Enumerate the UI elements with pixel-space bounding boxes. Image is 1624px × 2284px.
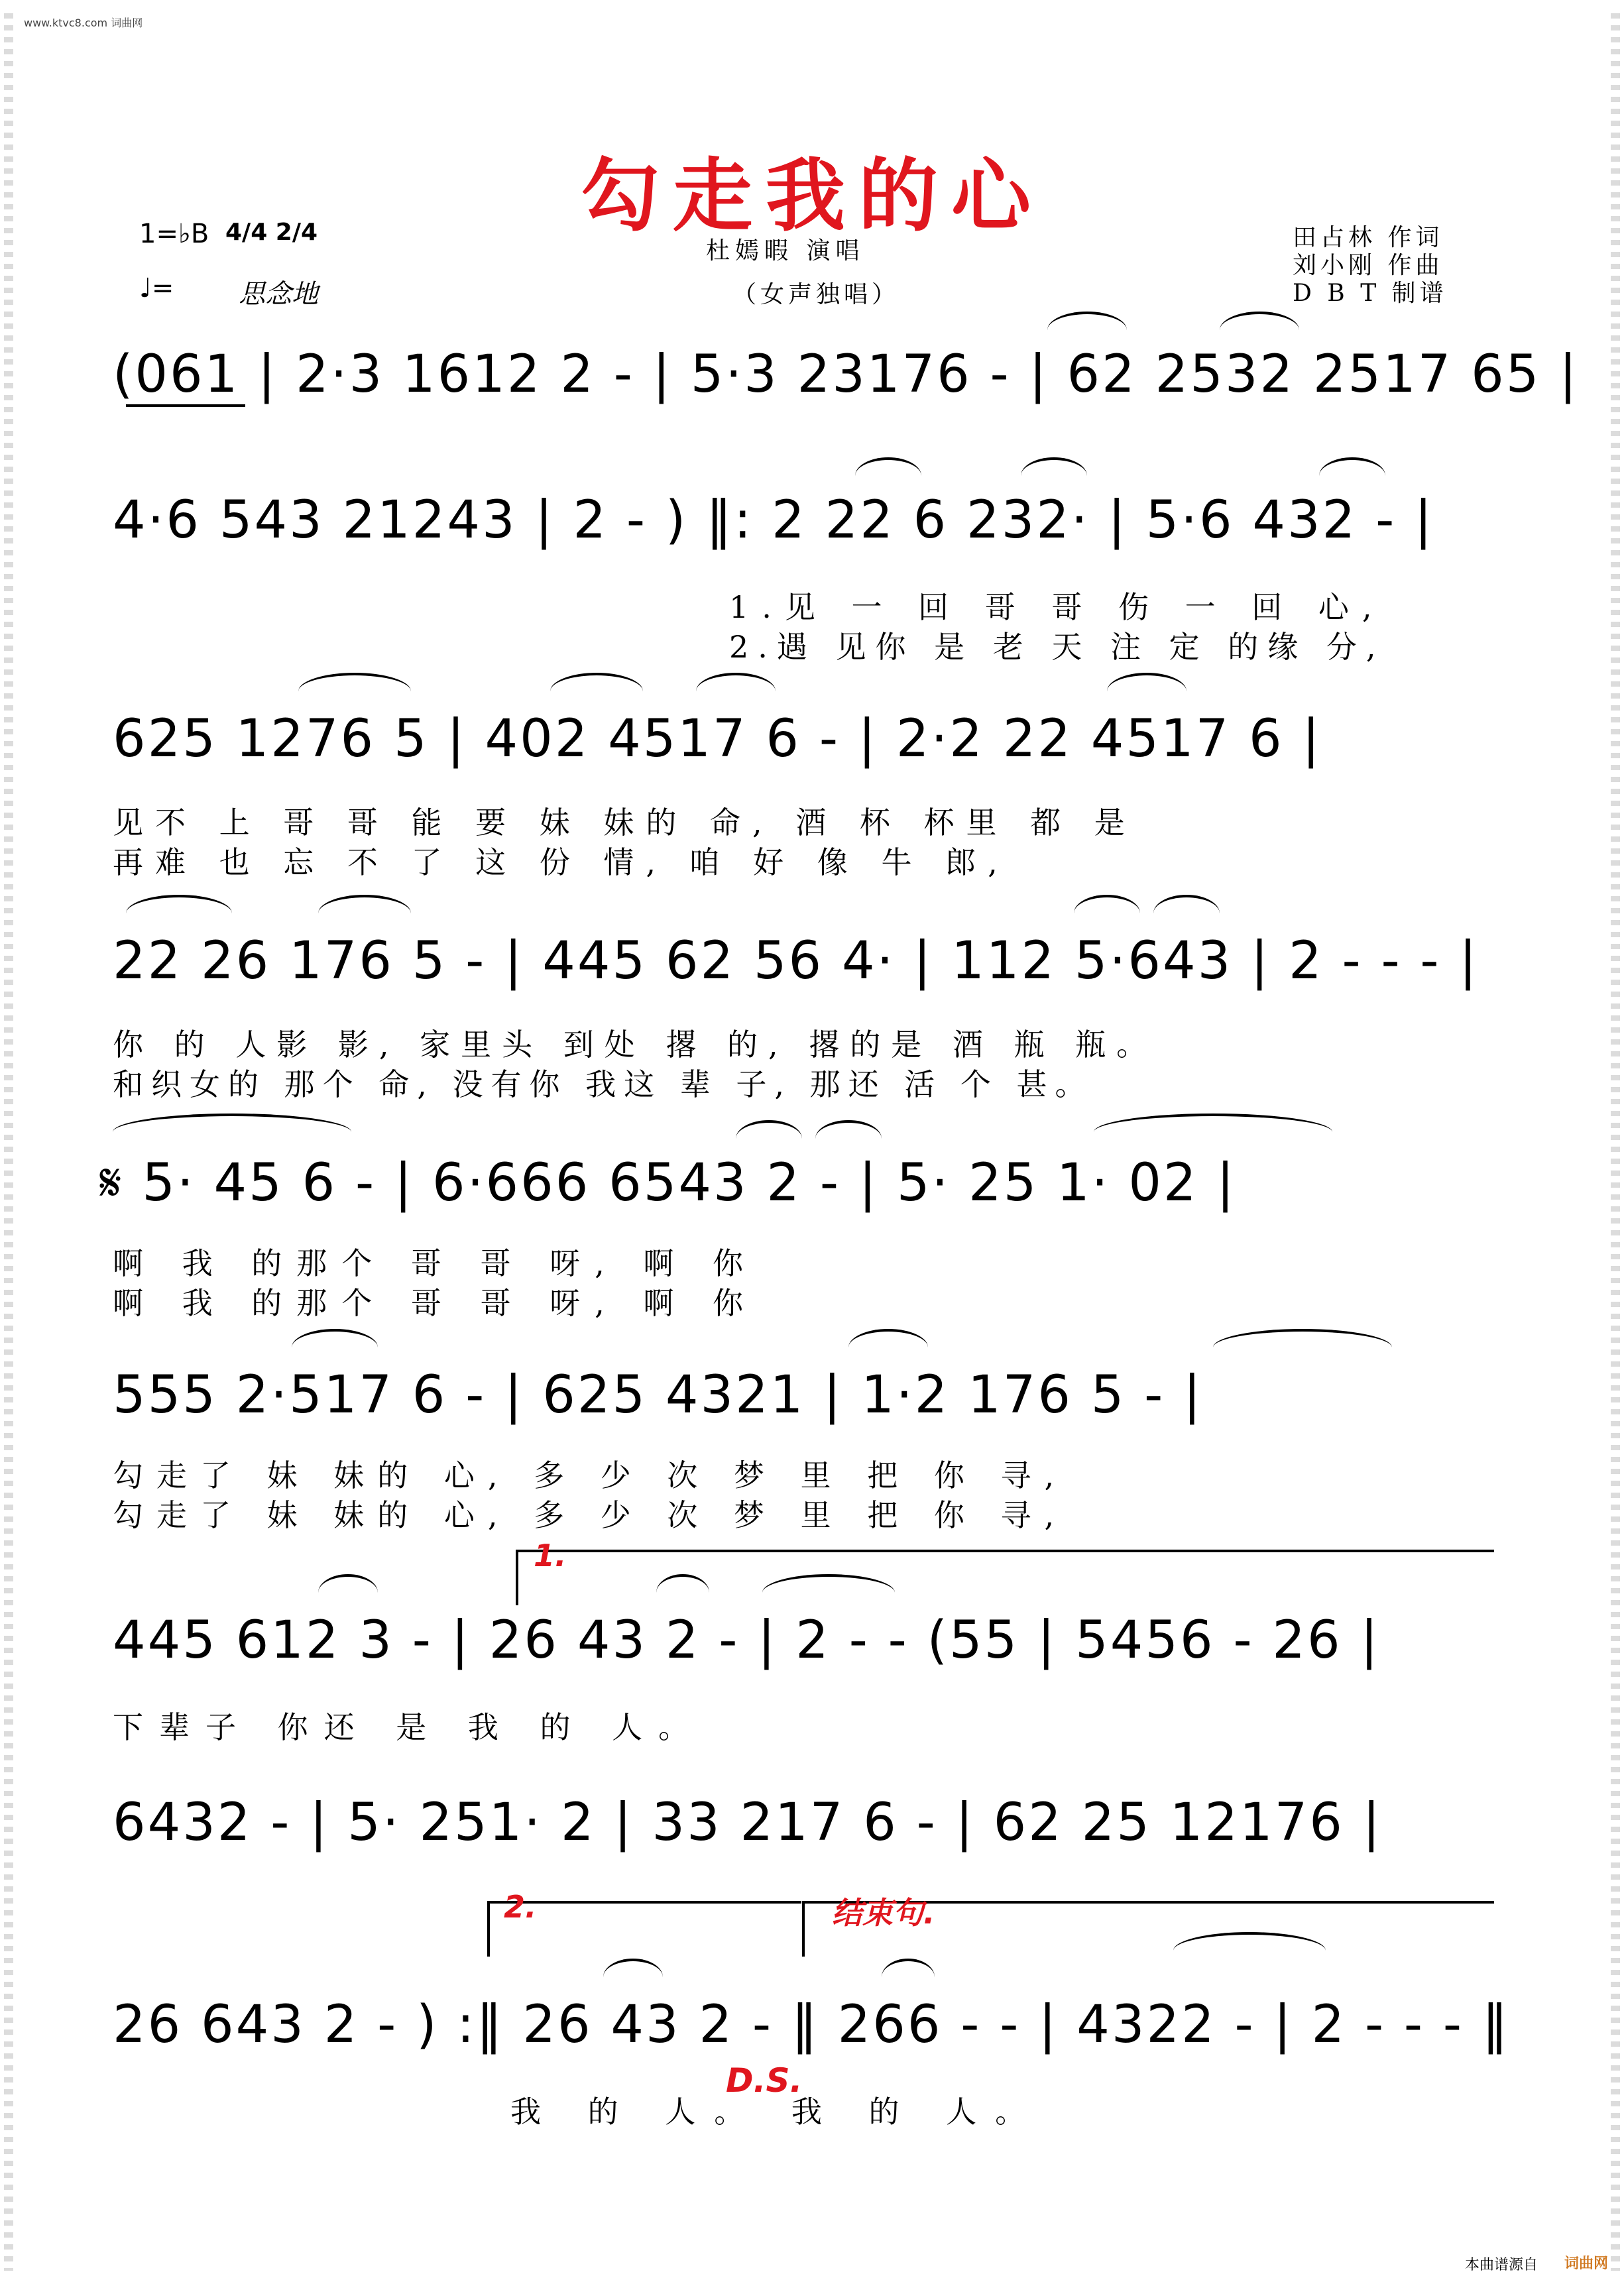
lyric-row-6-verse-2: 勾走了 妹 妹的 心, 多 少 次 梦 里 把 你 寻, [113,1497,1068,1533]
time-signature: 4/4 2/4 [225,219,318,246]
site-url: www.ktvc8.com 词曲网 [24,17,143,29]
notation-row-3: 625 1276 5 | 402 4517 6 - | 2·2 22 4517 6 | [113,709,1322,769]
lyric-row-3-verse-2: 再难 也 忘 不 了 这 份 情, 咱 好 像 牛 郎, [113,844,1010,880]
tempo-mark: ♩= [139,273,174,304]
slur [1047,312,1127,330]
slur [848,1329,928,1347]
slur [1074,895,1140,913]
composer-credit: 刘小刚 作曲 [1293,252,1444,279]
first-ending-label: 1. [534,1538,567,1573]
notation-row-8: 6432 - | 5· 251· 2 | 33 217 6 - | 62 25 12176 | [113,1793,1382,1853]
notation-row-1: (061 | 2·3 1612 2 - | 5·3 23176 - | 62 2532 2517 65 | [113,345,1579,404]
slur [736,1120,802,1139]
slur [1153,895,1220,913]
footer-brand: 词曲网 [1564,2255,1609,2272]
lyric-row-6-verse-1: 勾走了 妹 妹的 心, 多 少 次 梦 里 把 你 寻, [113,1457,1068,1493]
slur [815,1120,882,1139]
second-ending-label: 2. [504,1889,537,1925]
underline [126,404,245,407]
slur [1213,1329,1392,1347]
slur [292,1329,378,1347]
lyric-row-4-verse-1: 你 的 人影 影, 家里头 到处 撂 的, 撂的是 酒 瓶 瓶。 [113,1027,1158,1062]
coda-label: 结束句. [832,1895,935,1931]
lyric-row-9: 我 的 人。 我 的 人。 [510,2094,1045,2130]
notation-row-2: 4·6 543 21243 | 2 - ) ‖: 2 22 6 232· | 5·6 432 - | [113,490,1434,550]
expression-mark: 思念地 [239,279,318,310]
first-ending-bracket [516,1550,1494,1605]
key-signature: 1=♭B [139,219,209,249]
slur [1094,1113,1332,1132]
right-border-strip [1611,13,1620,2271]
footer-source: 本曲谱源自 [1465,2257,1538,2273]
slur [696,673,776,691]
voice-type: （女声独唱） [732,281,900,308]
notation-row-5: 𝄋 5· 45 6 - | 6·666 6543 2 - | 5· 25 1· 02 | [99,1153,1236,1213]
notation-row-4: 22 26 176 5 - | 445 62 56 4· | 112 5·643 | 2 - - - | [113,931,1479,991]
slur [126,895,232,913]
lyric-row-4-verse-2: 和织女的 那个 命, 没有你 我这 辈 子, 那还 活 个 甚。 [113,1066,1094,1102]
slur [1107,673,1187,691]
left-border-strip [4,13,13,2271]
slur [298,673,411,691]
transcriber-credit: D B T 制谱 [1293,280,1448,307]
performer: 杜嫣暇 演唱 [706,237,865,264]
lyric-row-7: 下辈子 你还 是 我 的 人。 [113,1709,705,1745]
lyric-row-3-verse-1: 见不 上 哥 哥 能 要 妹 妹的 命, 酒 杯 杯里 都 是 [113,805,1137,840]
slur [1021,457,1087,476]
lyric-row-2-verse-1: 1.见 一 回 哥 哥 伤 一 回 心, [729,589,1385,625]
slur [882,1959,935,1977]
slur [550,673,643,691]
slur [318,1574,378,1593]
lyricist-credit: 田占林 作词 [1293,224,1444,251]
slur [855,457,921,476]
notation-row-6: 555 2·517 6 - | 625 4321 | 1·2 176 5 - | [113,1365,1203,1425]
lyric-row-2-verse-2: 2.遇 见你 是 老 天 注 定 的缘 分, [729,629,1385,665]
slur [318,895,411,913]
slur [113,1113,351,1132]
notation-row-9: 26 643 2 - ) :‖ 26 43 2 - ‖ 266 - - | 4322 - | 2 - - - ‖ [113,1995,1510,2055]
slur [603,1959,663,1977]
notation-row-7: 445 612 3 - | 26 43 2 - | 2 - - (55 | 5456 - 26 | [113,1611,1380,1670]
slur [1319,457,1385,476]
dal-segno-mark: D.S. [726,2061,803,2100]
song-title: 勾走我的心 [580,149,1044,243]
lyric-row-5-verse-1: 啊 我 的那个 哥 哥 呀, 啊 你 [113,1245,758,1281]
slur [1220,312,1299,330]
lyric-row-5-verse-2: 啊 我 的那个 哥 哥 呀, 啊 你 [113,1285,758,1321]
